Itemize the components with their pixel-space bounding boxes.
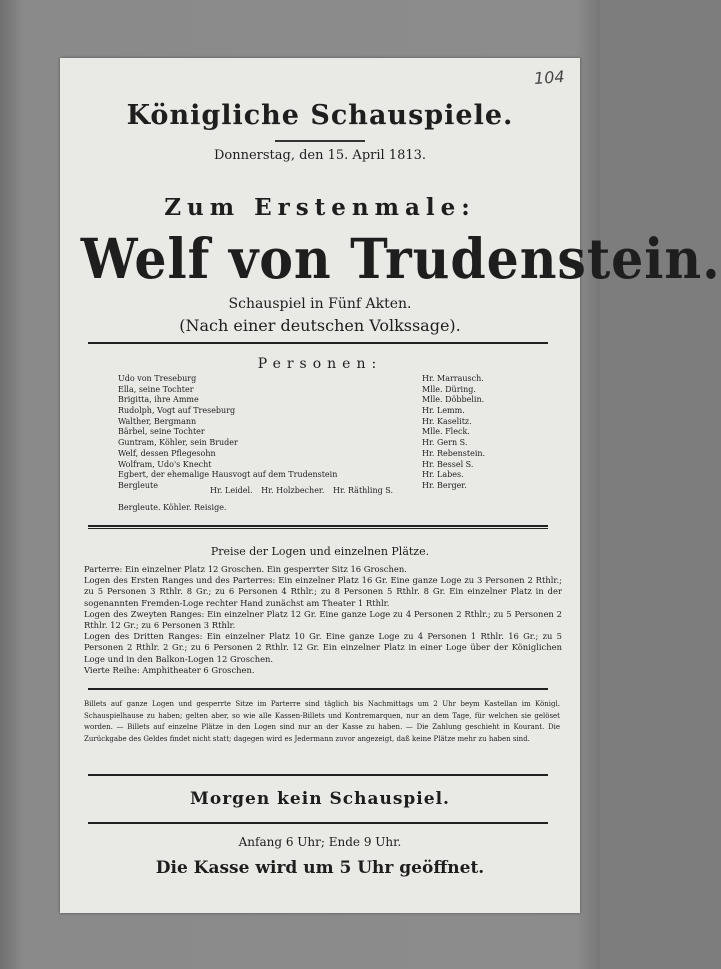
theatre-title: Königliche Schauspiele. bbox=[126, 100, 514, 131]
cast-row bbox=[118, 449, 538, 460]
cast-actor: Hr. Kaselitz. bbox=[422, 416, 472, 426]
cast-row bbox=[118, 417, 538, 428]
divider-rule bbox=[88, 528, 548, 529]
cast-actor: Mlle. Döbbelin. bbox=[422, 395, 485, 405]
divider-rule bbox=[88, 525, 548, 527]
bergleute-actors bbox=[210, 486, 399, 495]
archive-number: 104 bbox=[533, 66, 566, 89]
cast-role: Wolfram, Udo's Knecht bbox=[118, 459, 212, 469]
cast-role: Guntram, Köhler, sein Bruder bbox=[118, 438, 238, 448]
cast-actor: Hr. Berger. bbox=[422, 480, 467, 490]
cast-role: Udo von Treseburg bbox=[118, 374, 197, 383]
cast-actor: Hr. Leidel. bbox=[210, 486, 253, 495]
performance-date: Donnerstag, den 15. April 1813. bbox=[213, 148, 427, 163]
box-office-opening: Die Kasse wird um 5 Uhr geöffnet. bbox=[155, 858, 485, 878]
cast-actor: Hr. Rebenstein. bbox=[422, 448, 486, 458]
price-line: Logen des Dritten Ranges: Ein einzelner Platz 10 Gr. Eine ganze Loge zu 4 Personen 1 Rthlr. 16 Gr.; zu 5 Personen 2 Rthlr. 2 Gr.; zu 6 Personen 2 Rthlr. 12 Gr. Ein einzelner Platz in einer Loge über der Königlichen Loge und in den Balkon-Logen 12 Groschen. bbox=[84, 631, 562, 664]
cast-actor: Mlle. Fleck. bbox=[422, 427, 470, 437]
price-line: Logen des Ersten Ranges und des Parterres: Ein einzelner Platz 16 Gr. Eine ganze Loge zu 3 Personen 2 Rthlr.; zu 5 Personen 3 Rthlr. 8 Gr.; zu 6 Personen 4 Rthlr.; zu 8 Personen 5 Rthlr. 8 Gr. Ein einzelner Platz in der sogenannten Fremden-Loge rechter Hand zunächst am Theater 1 Rthlr. bbox=[84, 575, 562, 608]
divider-rule bbox=[88, 822, 548, 824]
cast-actor: Hr. Labes. bbox=[422, 470, 464, 480]
divider-rule bbox=[88, 342, 548, 344]
cast-actor: Hr. Holzbecher. bbox=[261, 486, 325, 495]
cast-role: Bergleute bbox=[118, 480, 158, 490]
personen-heading: Personen: bbox=[257, 356, 383, 372]
play-title: Welf von Trudenstein. bbox=[80, 226, 721, 291]
cast-row bbox=[118, 385, 538, 396]
price-line: Vierte Reihe: Amphitheater 6 Groschen. bbox=[84, 664, 255, 675]
ornament-divider bbox=[275, 138, 365, 144]
cast-actor: Mlle. Düring. bbox=[422, 384, 476, 394]
prices-heading: Preise der Logen und einzelnen Plätze. bbox=[210, 545, 430, 558]
playbill-sheet bbox=[60, 58, 721, 913]
cast-row bbox=[118, 470, 538, 481]
cast-role: Welf, dessen Pflegesohn bbox=[118, 448, 216, 458]
extras-line: Bergleute. Köhler. Reisige. bbox=[118, 503, 227, 512]
cast-role: Rudolph, Vogt auf Treseburg bbox=[118, 406, 236, 416]
price-line: Logen des Zweyten Ranges: Ein einzelner Platz 12 Gr. Eine ganze Loge zu 4 Personen 2 Rthlr.; zu 5 Personen 2 Rthlr. 12 Gr.; zu 6 Personen 3 Rthlr. bbox=[84, 608, 562, 631]
cast-row bbox=[118, 374, 538, 385]
cast-role: Walther, Bergmann bbox=[118, 416, 197, 426]
cast-row bbox=[118, 395, 538, 406]
cast-actor: Hr. Lemm. bbox=[422, 406, 465, 416]
cast-row bbox=[118, 460, 538, 471]
ticket-notice: Billets auf ganze Logen und gesperrte Sitze im Parterre sind täglich bis Nachmittags um 2 Uhr beym Kastellan im Königl. Schauspielhause zu haben; gelten aber, so wie alle Kassen-Billets und Kontremarquen, nur an dem Tage, für welchen sie gelöset worden. — Billets auf einzelne Plätze in den Logen sind nur an der Kasse zu haben. — Die Zahlung geschieht in Kourant. Die Zurückgabe des Geldes findet nicht statt; dagegen wird es Jedermann zuvor angezeigt, daß keine Plätze mehr zu haben sind. bbox=[84, 700, 560, 743]
prices-list bbox=[84, 564, 562, 676]
price-line: Parterre: Ein einzelner Platz 12 Groschen. Ein gesperrter Sitz 16 Groschen. bbox=[84, 564, 407, 574]
divider-rule bbox=[88, 774, 548, 776]
play-source: (Nach einer deutschen Volkssage). bbox=[179, 316, 461, 335]
morgen-notice: Morgen kein Schauspiel. bbox=[190, 789, 450, 809]
start-end-times: Anfang 6 Uhr; Ende 9 Uhr. bbox=[238, 835, 402, 849]
cast-row bbox=[118, 406, 538, 417]
cast-role: Bärbel, seine Tochter bbox=[118, 427, 205, 437]
play-genre: Schauspiel in Fünf Akten. bbox=[228, 296, 412, 312]
cast-actor: Hr. Gern S. bbox=[422, 438, 468, 448]
cast-list bbox=[118, 374, 538, 492]
divider-rule bbox=[88, 688, 548, 690]
cast-row bbox=[118, 427, 538, 438]
cast-role: Ella, seine Tochter bbox=[118, 384, 194, 394]
cast-actor: Hr. Bessel S. bbox=[422, 459, 474, 469]
cast-actor: Hr. Räthling S. bbox=[332, 486, 393, 495]
cast-role: Brigitta, ihre Amme bbox=[118, 395, 199, 405]
cast-role: Egbert, der ehemalige Hausvogt auf dem Trudenstein bbox=[118, 470, 338, 480]
cast-actor: Hr. Marrausch. bbox=[422, 374, 484, 383]
cast-row bbox=[118, 438, 538, 449]
first-time-heading: Zum Erstenmale: bbox=[164, 194, 476, 221]
